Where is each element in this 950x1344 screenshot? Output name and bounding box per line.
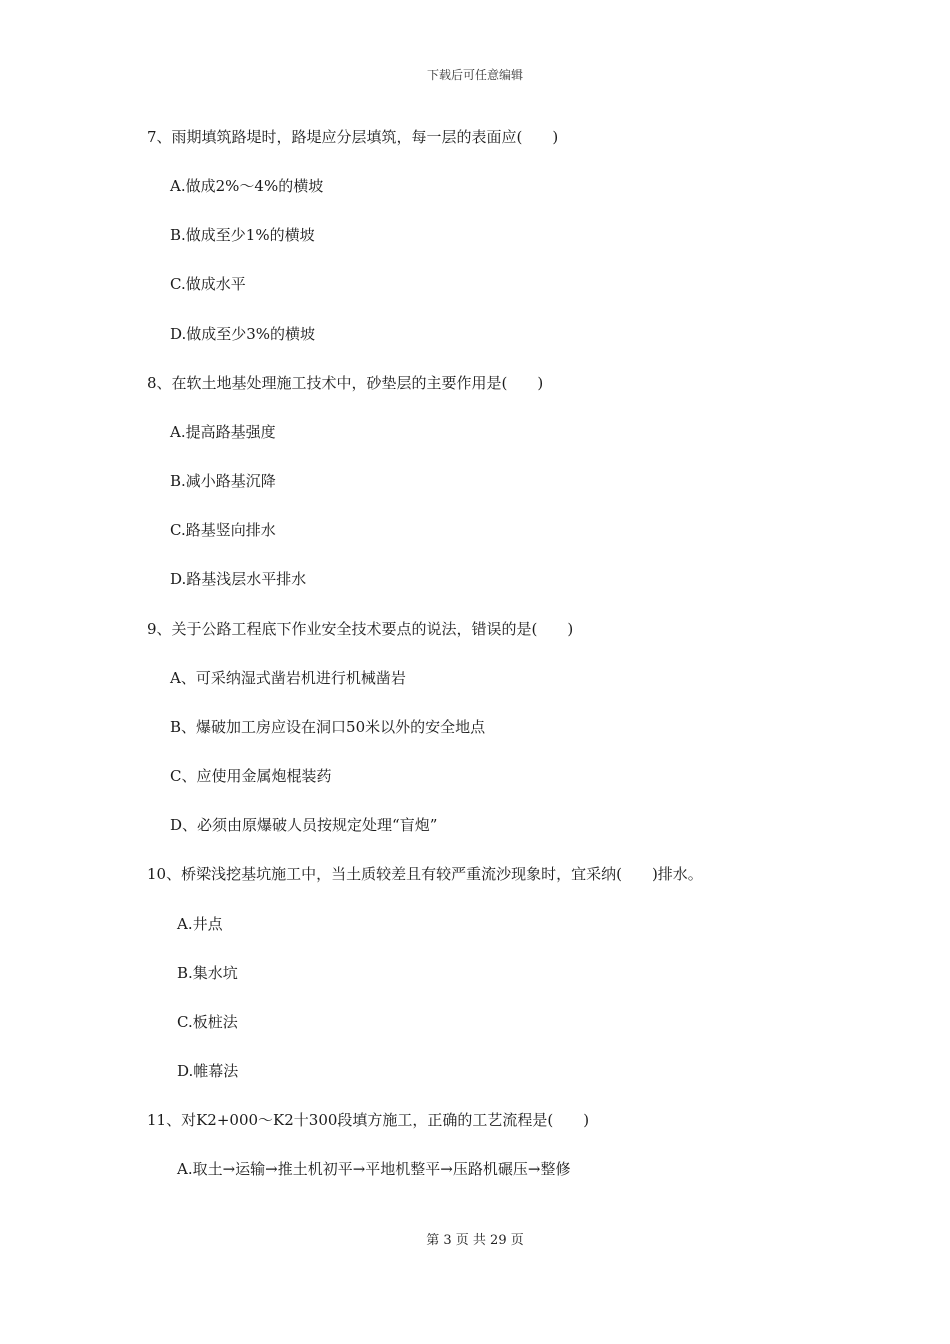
question-9-option-b: B、爆破加工房应设在洞口50米以外的安全地点 bbox=[170, 718, 486, 736]
page-header: 下载后可任意编辑 bbox=[426, 68, 523, 82]
question-8-option-c: C.路基竖向排水 bbox=[170, 521, 276, 539]
question-10-option-c: C.板桩法 bbox=[177, 1013, 238, 1031]
question-11-stem: 11、对K2+000～K2十300段填方施工，正确的工艺流程是( ) bbox=[147, 1111, 590, 1129]
question-8-option-b: B.减小路基沉降 bbox=[170, 472, 276, 490]
question-9-option-c: C、应使用金属炮棍装药 bbox=[170, 767, 332, 785]
question-9-stem: 9、关于公路工程底下作业安全技术要点的说法，错误的是( ) bbox=[147, 620, 574, 638]
question-10-option-a: A.井点 bbox=[177, 915, 223, 933]
question-7-option-b: B.做成至少1%的横坡 bbox=[170, 226, 315, 244]
page-footer: 第 3 页 共 29 页 bbox=[426, 1233, 524, 1248]
question-7-option-a: A.做成2%～4%的横坡 bbox=[170, 177, 324, 195]
question-8-option-a: A.提高路基强度 bbox=[170, 423, 276, 441]
question-7-option-d: D.做成至少3%的横坡 bbox=[170, 325, 316, 343]
question-10-option-d: D.帷幕法 bbox=[177, 1062, 239, 1080]
question-9-option-a: A、可采纳湿式凿岩机进行机械凿岩 bbox=[170, 669, 406, 687]
question-11-option-a: A.取土→运输→推土机初平→平地机整平→压路机碾压→整修 bbox=[177, 1160, 571, 1178]
question-7-stem: 7、雨期填筑路堤时，路堤应分层填筑，每一层的表面应( ) bbox=[147, 128, 559, 146]
question-10-stem: 10、桥梁浅挖基坑施工中，当土质较差且有较严重流沙现象时，宜采纳( )排水。 bbox=[147, 865, 703, 883]
question-7-option-c: C.做成水平 bbox=[170, 275, 246, 293]
question-8-option-d: D.路基浅层水平排水 bbox=[170, 570, 307, 588]
question-9-option-d: D、必须由原爆破人员按规定处理“盲炮” bbox=[170, 816, 438, 834]
question-10-option-b: B.集水坑 bbox=[177, 964, 238, 982]
question-8-stem: 8、在软土地基处理施工技术中，砂垫层的主要作用是( ) bbox=[147, 374, 544, 392]
